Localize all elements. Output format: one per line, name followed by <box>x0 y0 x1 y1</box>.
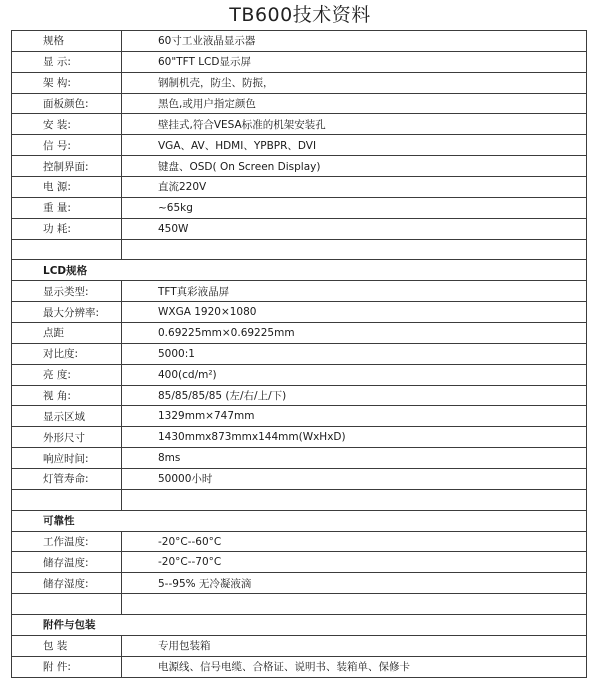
section-header-row <box>12 615 587 636</box>
spec-label: 灯管寿命: <box>12 469 122 490</box>
spec-table-body <box>12 31 587 678</box>
spec-label: 重 量: <box>12 197 122 218</box>
section-header-row <box>12 260 587 281</box>
spec-label: 功 耗: <box>12 218 122 239</box>
blank-cell <box>122 239 587 260</box>
spec-row <box>12 156 587 177</box>
spec-row <box>12 385 587 406</box>
spec-value: 黑色,或用户指定颜色 <box>122 93 587 114</box>
spec-row <box>12 31 587 52</box>
spec-label: 显 示: <box>12 51 122 72</box>
blank-row <box>12 594 587 615</box>
spec-row <box>12 364 587 385</box>
spec-row <box>12 635 587 656</box>
spec-value: 50000小时 <box>122 469 587 490</box>
spec-label: 点距 <box>12 323 122 344</box>
spec-label: 架 构: <box>12 72 122 93</box>
spec-label: 面板颜色: <box>12 93 122 114</box>
spec-value: 450W <box>122 218 587 239</box>
blank-row <box>12 239 587 260</box>
spec-row <box>12 114 587 135</box>
spec-label: 附 件: <box>12 656 122 677</box>
spec-value: 钢制机壳，防尘、防振， <box>122 72 587 93</box>
spec-label: 电 源: <box>12 177 122 198</box>
spec-label: 亮 度: <box>12 364 122 385</box>
spec-row <box>12 135 587 156</box>
spec-row <box>12 656 587 677</box>
spec-value: VGA、AV、HDMI、YPBPR、DVI <box>122 135 587 156</box>
spec-label: 工作温度: <box>12 531 122 552</box>
spec-value: 5--95% 无冷凝液滴 <box>122 573 587 594</box>
spec-row <box>12 72 587 93</box>
spec-row <box>12 281 587 302</box>
spec-label: 最大分辨率: <box>12 302 122 323</box>
spec-row <box>12 218 587 239</box>
blank-cell <box>122 594 587 615</box>
spec-row <box>12 323 587 344</box>
spec-value: 60寸工业液晶显示器 <box>122 31 587 52</box>
spec-value: 1430mmx873mmx144mm(WxHxD) <box>122 427 587 448</box>
section-header: 附件与包装 <box>12 615 587 636</box>
spec-row <box>12 302 587 323</box>
spec-value: 壁挂式,符合VESA标准的机架安装孔 <box>122 114 587 135</box>
section-header: LCD规格 <box>12 260 587 281</box>
spec-row <box>12 197 587 218</box>
spec-label: 储存温度: <box>12 552 122 573</box>
spec-label: 规格 <box>12 31 122 52</box>
blank-cell <box>122 489 587 510</box>
spec-row <box>12 406 587 427</box>
spec-label: 显示类型: <box>12 281 122 302</box>
spec-value: -20°C--70°C <box>122 552 587 573</box>
spec-table <box>11 30 587 678</box>
spec-value: 400(cd/m²) <box>122 364 587 385</box>
blank-cell <box>12 489 122 510</box>
section-header: 可靠性 <box>12 510 587 531</box>
spec-row <box>12 51 587 72</box>
document-title: TB600技术资料 <box>229 4 371 26</box>
spec-label: 控制界面: <box>12 156 122 177</box>
spec-value: 0.69225mm×0.69225mm <box>122 323 587 344</box>
spec-label: 显示区域 <box>12 406 122 427</box>
spec-row <box>12 531 587 552</box>
section-header-row <box>12 510 587 531</box>
spec-row <box>12 448 587 469</box>
spec-label: 对比度: <box>12 343 122 364</box>
spec-value: 专用包装箱 <box>122 635 587 656</box>
blank-cell <box>12 594 122 615</box>
spec-row <box>12 552 587 573</box>
blank-row <box>12 489 587 510</box>
spec-label: 安 装: <box>12 114 122 135</box>
spec-value: 85/85/85/85 (左/右/上/下) <box>122 385 587 406</box>
spec-label: 视 角: <box>12 385 122 406</box>
spec-value: 5000:1 <box>122 343 587 364</box>
spec-value: TFT真彩液晶屏 <box>122 281 587 302</box>
spec-value: 8ms <box>122 448 587 469</box>
blank-cell <box>12 239 122 260</box>
spec-label: 信 号: <box>12 135 122 156</box>
spec-row <box>12 343 587 364</box>
spec-row <box>12 93 587 114</box>
spec-value: -20°C--60°C <box>122 531 587 552</box>
spec-value: 1329mm×747mm <box>122 406 587 427</box>
spec-value: ~65kg <box>122 197 587 218</box>
spec-value: 直流220V <box>122 177 587 198</box>
spec-label: 外形尺寸 <box>12 427 122 448</box>
spec-value: WXGA 1920×1080 <box>122 302 587 323</box>
spec-row <box>12 177 587 198</box>
spec-label: 响应时间: <box>12 448 122 469</box>
spec-row <box>12 469 587 490</box>
spec-label: 储存湿度: <box>12 573 122 594</box>
spec-row <box>12 573 587 594</box>
spec-row <box>12 427 587 448</box>
spec-value: 键盘、OSD( On Screen Display) <box>122 156 587 177</box>
spec-value: 60"TFT LCD显示屏 <box>122 51 587 72</box>
spec-label: 包 装 <box>12 635 122 656</box>
spec-value: 电源线、信号电缆、合格证、说明书、装箱单、保修卡 <box>122 656 587 677</box>
